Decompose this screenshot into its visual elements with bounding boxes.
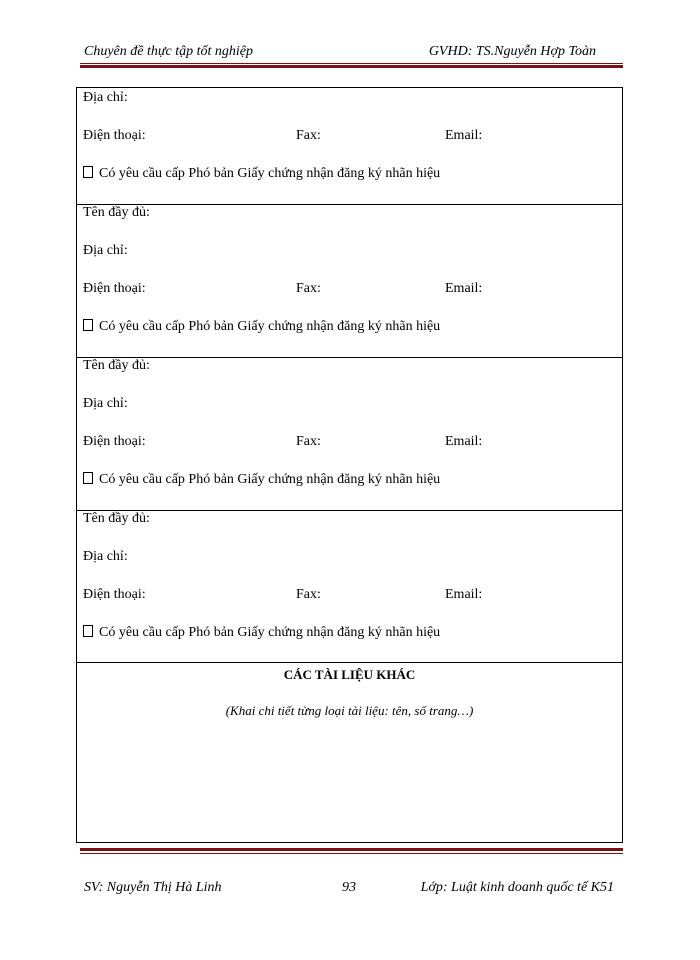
fax-label: Fax:: [296, 587, 321, 602]
copy-request-label: Có yêu cầu cấp Phó bản Giấy chứng nhận đăng ký nhãn hiệu: [99, 625, 441, 640]
copy-request-checkbox[interactable]: [83, 472, 93, 484]
footer-rule-thick: [80, 848, 623, 851]
email-label: Email:: [445, 128, 483, 143]
applicant-form: [76, 87, 623, 843]
fax-label: Fax:: [296, 128, 321, 143]
copy-request-checkbox[interactable]: [83, 319, 93, 331]
applicant-block-2: [77, 205, 622, 358]
footer-rule-thin: [80, 853, 623, 854]
phone-label: Điện thoại:: [83, 587, 146, 602]
page-header: [80, 44, 622, 62]
page-footer: [80, 880, 622, 898]
copy-request-row[interactable]: [83, 319, 440, 335]
header-rule-thick: [80, 65, 623, 68]
applicant-block-3: [77, 358, 622, 511]
other-documents-note: (Khai chi tiết từng loại tài liệu: tên, số trang…): [225, 703, 474, 718]
copy-request-row[interactable]: [83, 166, 440, 182]
copy-request-label: Có yêu cầu cấp Phó bản Giấy chứng nhận đăng ký nhãn hiệu: [99, 166, 441, 181]
phone-label: Điện thoại:: [83, 281, 146, 296]
email-label: Email:: [445, 587, 483, 602]
header-topic: Chuyên đề thực tập tốt nghiệp: [84, 44, 253, 59]
applicant-block-1: [77, 88, 622, 205]
copy-request-row[interactable]: [83, 472, 440, 488]
full-name-label: Tên đầy đủ:: [83, 358, 150, 373]
full-name-label: Tên đầy đủ:: [83, 511, 150, 526]
full-name-label: Tên đầy đủ:: [83, 205, 150, 220]
email-label: Email:: [445, 281, 483, 296]
address-label: Địa chỉ:: [83, 90, 128, 105]
copy-request-label: Có yêu cầu cấp Phó bản Giấy chứng nhận đăng ký nhãn hiệu: [99, 319, 441, 334]
phone-label: Điện thoại:: [83, 434, 146, 449]
header-supervisor: GVHD: TS.Nguyễn Hợp Toàn: [428, 44, 596, 59]
copy-request-checkbox[interactable]: [83, 166, 93, 178]
footer-class: Lớp: Luật kinh doanh quốc tế K51: [420, 880, 614, 895]
applicant-block-4: [77, 511, 622, 663]
other-documents-title: CÁC TÀI LIỆU KHÁC: [283, 667, 416, 682]
copy-request-checkbox[interactable]: [83, 625, 93, 637]
contact-row: [83, 281, 603, 297]
page-number: 93: [342, 880, 356, 895]
address-label: Địa chỉ:: [83, 549, 128, 564]
footer-student: SV: Nguyễn Thị Hà Linh: [84, 880, 222, 895]
other-documents-section: [77, 663, 622, 843]
address-label: Địa chỉ:: [83, 396, 128, 411]
fax-label: Fax:: [296, 281, 321, 296]
fax-label: Fax:: [296, 434, 321, 449]
contact-row: [83, 128, 603, 144]
copy-request-label: Có yêu cầu cấp Phó bản Giấy chứng nhận đăng ký nhãn hiệu: [99, 472, 441, 487]
contact-row: [83, 434, 603, 450]
email-label: Email:: [445, 434, 483, 449]
phone-label: Điện thoại:: [83, 128, 146, 143]
contact-row: [83, 587, 603, 603]
header-rule-thin: [80, 63, 623, 64]
copy-request-row[interactable]: [83, 625, 440, 641]
address-label: Địa chỉ:: [83, 243, 128, 258]
